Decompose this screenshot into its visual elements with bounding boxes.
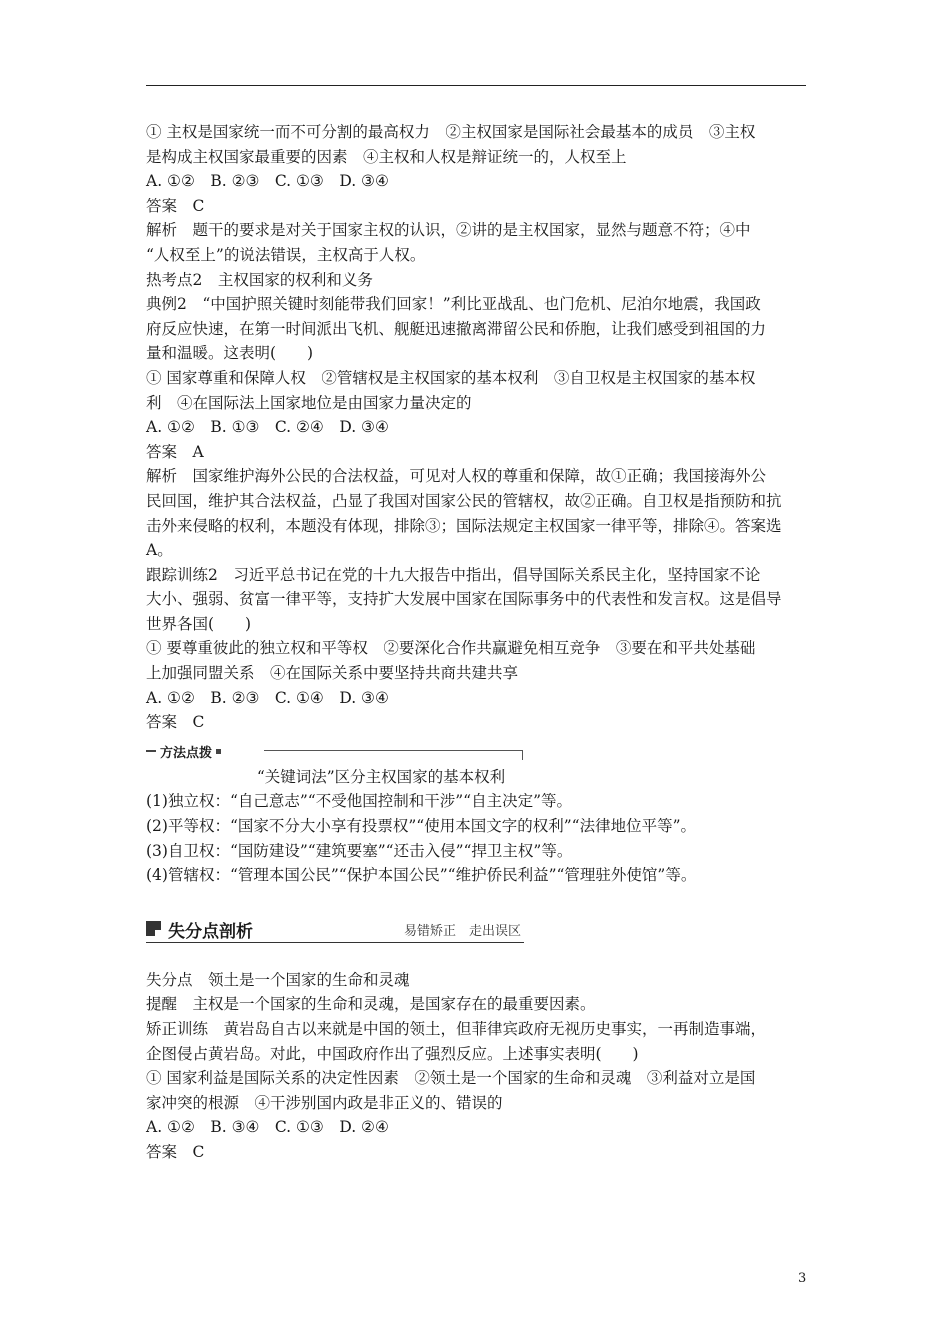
method-tip-rule-end	[522, 750, 523, 760]
section-title: 失分点剖析	[168, 921, 253, 942]
text-line: 典例2 “中国护照关键时刻能带我们回家！”利比亚战乱、也门危机、尼泊尔地震，我国政	[146, 295, 761, 314]
method-tip-label-wrap	[146, 742, 221, 761]
text-line: 答案 C	[146, 1142, 205, 1161]
text-line: “人权至上”的说法错误，主权高于人权。	[146, 245, 426, 264]
text-line: 答案 A	[146, 442, 204, 461]
section-square-icon	[146, 921, 161, 936]
text-line: ① 国家尊重和保障人权 ②管辖权是主权国家的基本权利 ③自卫权是主权国家的基本权	[146, 368, 756, 387]
method-tip-list	[146, 789, 806, 887]
method-tip-rule	[264, 750, 522, 751]
text-line: ① 要尊重彼此的独立权和平等权 ②要深化合作共赢避免相互竞争 ③要在和平共处基础	[146, 639, 756, 658]
list-item: (4)管辖权：“管理本国公民”“保护本国公民”“维护侨民利益”“管理驻外使馆”等。	[146, 866, 697, 885]
method-tip-title: “关键词法”区分主权国家的基本权利	[256, 767, 506, 786]
text-line: 大小、强弱、贫富一律平等，支持扩大发展中国家在国际事务中的代表性和发言权。这是倡导	[146, 590, 782, 609]
method-tip-header	[146, 739, 806, 763]
text-line: 解析 国家维护海外公民的合法权益，可见对人权的尊重和保障，故①正确；我国接海外公	[146, 467, 767, 486]
text-line: 失分点 领土是一个国家的生命和灵魂	[146, 970, 410, 989]
text-line: 击外来侵略的权利，本题没有体现，排除③；国际法规定主权国家一律平等，排除④。答案选	[146, 516, 782, 535]
page-content	[146, 120, 806, 1165]
text-line: 民回国，维护其合法权益，凸显了我国对国家公民的管辖权，故②正确。自卫权是指预防和抗	[146, 491, 782, 510]
text-line: A. ①② B. ②③ C. ①④ D. ③④	[146, 688, 389, 707]
text-line: 家冲突的根源 ④干涉别国内政是非正义的、错误的	[146, 1093, 503, 1112]
text-line: ① 国家利益是国际关系的决定性因素 ②领土是一个国家的生命和灵魂 ③利益对立是国	[146, 1069, 756, 1088]
question-block-c	[146, 968, 806, 1165]
text-line: 量和温暖。这表明( )	[146, 344, 314, 363]
text-line: A. ①② B. ②③ C. ①③ D. ③④	[146, 172, 389, 191]
section-subtitle: 易错矫正 走出误区	[404, 923, 522, 939]
text-line: ① 主权是国家统一而不可分割的最高权力 ②主权国家是国际社会最基本的成员 ③主权	[146, 123, 756, 141]
text-line: 答案 C	[146, 713, 205, 732]
dash-mark-icon	[146, 750, 156, 752]
text-line: A。	[146, 541, 173, 560]
text-line: 解析 题干的要求是对关于国家主权的认识，②讲的是主权国家，显然与题意不符；④中	[146, 221, 751, 240]
page-number: 3	[798, 1271, 807, 1286]
text-line: A. ①② B. ①③ C. ②④ D. ③④	[146, 418, 389, 437]
text-line: 提醒 主权是一个国家的生命和灵魂，是国家存在的最重要因素。	[146, 995, 596, 1014]
text-line: 矫正训练 黄岩岛自古以来就是中国的领土，但菲律宾政府无视历史事实，一再制造事端，	[146, 1020, 767, 1038]
square-mark-icon	[216, 749, 221, 754]
text-line: 利 ④在国际法上国家地位是由国家力量决定的	[146, 393, 472, 412]
question-block-a	[146, 120, 806, 735]
text-line: 上加强同盟关系 ④在国际关系中要坚持共商共建共享	[146, 664, 519, 683]
list-item: (2)平等权：“国家不分大小享有投票权”“使用本国文字的权利”“法律地位平等”。	[146, 817, 697, 836]
text-line: 跟踪训练2 习近平总书记在党的十九大报告中指出，倡导国际关系民主化，坚持国家不论	[146, 565, 761, 584]
text-line: 答案 C	[146, 196, 205, 215]
section-rule	[146, 942, 524, 943]
text-line: 世界各国( )	[146, 614, 252, 633]
section-header	[146, 916, 806, 950]
text-line: 是构成主权国家最重要的因素 ④主权和人权是辩证统一的，人权至上	[146, 147, 627, 166]
text-line: 热考点2 主权国家的权利和义务	[146, 270, 373, 289]
text-line: 企图侵占黄岩岛。对此，中国政府作出了强烈反应。上述事实表明( )	[146, 1044, 639, 1063]
list-item: (3)自卫权：“国防建设”“建筑要塞”“还击入侵”“捍卫主权”等。	[146, 841, 573, 860]
text-line: 府反应快速，在第一时间派出飞机、舰艇迅速撤离滞留公民和侨胞，让我们感受到祖国的力	[146, 319, 767, 338]
text-line: A. ①② B. ③④ C. ①③ D. ②④	[146, 1118, 389, 1137]
list-item: (1)独立权：“自己意志”“不受他国控制和干涉”“自主决定”等。	[146, 792, 573, 811]
method-tip-label: 方法点拨	[160, 745, 213, 761]
header-rule	[146, 85, 806, 86]
